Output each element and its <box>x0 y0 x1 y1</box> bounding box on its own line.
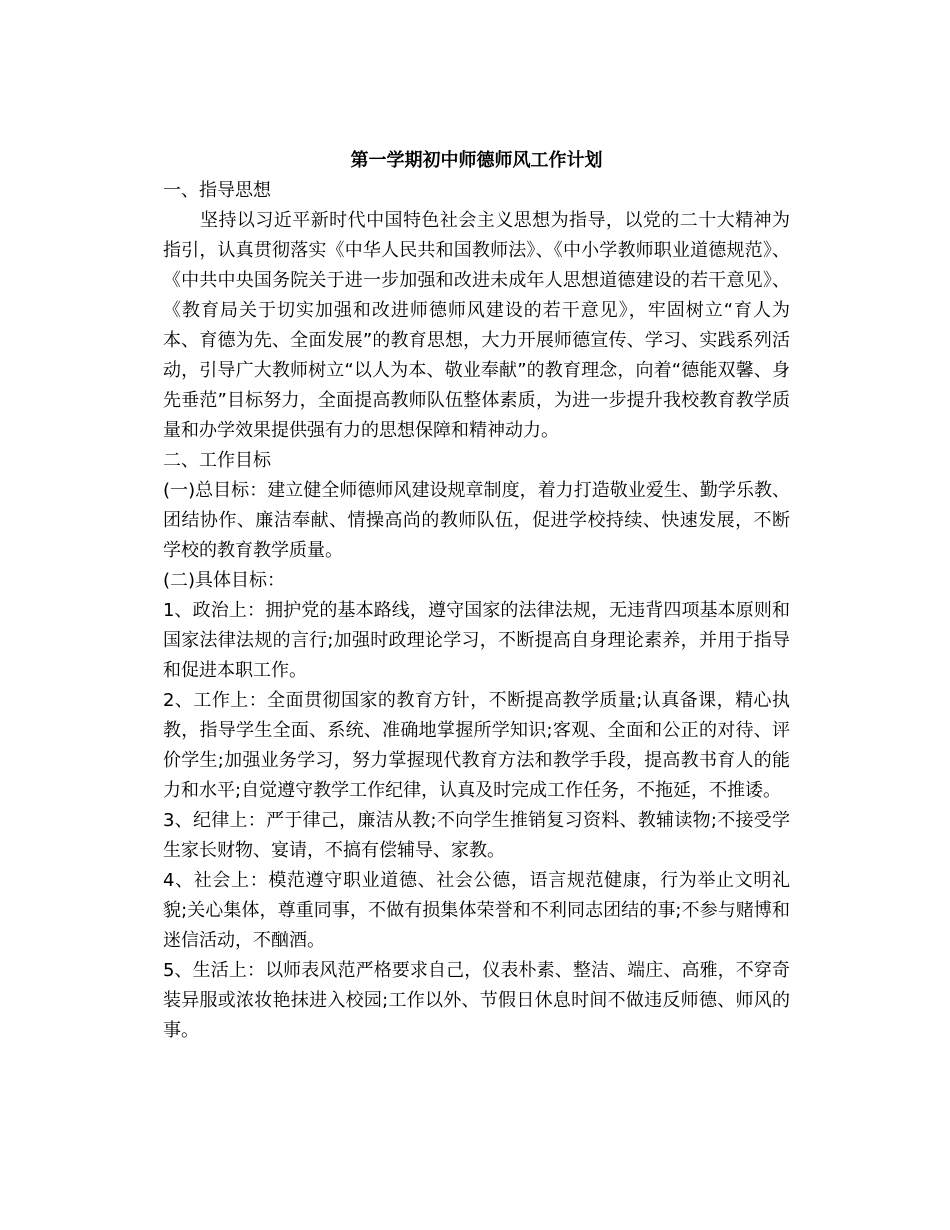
document-page <box>163 148 790 1046</box>
list-item-society: 4、社会上：模范遵守职业道德、社会公德，语言规范健康，行为举止文明礼貌;关心集体，尊重同事，不做有损集体荣誉和不利同志团结的事;不参与赌博和迷信活动，不酗酒。 <box>163 870 790 951</box>
list-item-discipline: 3、纪律上：严于律己，廉洁从教;不向学生推销复习资料、教辅读物;不接受学生家长财物、宴请，不搞有偿辅导、家教。 <box>163 810 790 861</box>
section-heading-guiding-thought: 一、指导思想 <box>163 180 271 201</box>
specific-goals-heading: (二)具体目标： <box>163 570 286 591</box>
overall-goal-paragraph: (一)总目标：建立健全师德师风建设规章制度，着力打造敬业爱生、勤学乐教、团结协作、廉洁奉献、情操高尚的教师队伍，促进学校持续、快速发展，不断学校的教育教学质量。 <box>163 480 790 561</box>
document-title: 第一学期初中师德师风工作计划 <box>350 150 603 171</box>
list-item-life: 5、生活上：以师表风范严格要求自己，仪表朴素、整洁、端庄、高雅，不穿奇装异服或浓妆艳抹进入校园;工作以外、节假日休息时间不做违反师德、师风的事。 <box>163 960 790 1041</box>
section-heading-work-goals: 二、工作目标 <box>163 450 271 471</box>
list-item-work: 2、工作上：全面贯彻国家的教育方针，不断提高教学质量;认真备课，精心执教，指导学生全面、系统、准确地掌握所学知识;客观、全面和公正的对待、评价学生;加强业务学习，努力掌握现代教育方法和教学手段，提高教书育人的能力和水平;自觉遵守教学工作纪律，认真及时完成工作任务，不拖延，不推诿。 <box>163 690 790 801</box>
list-item-politics: 1、政治上：拥护党的基本路线，遵守国家的法律法规，无违背四项基本原则和国家法律法规的言行;加强时政理论学习，不断提高自身理论素养，并用于指导和促进本职工作。 <box>163 600 790 681</box>
guiding-thought-paragraph: 坚持以习近平新时代中国特色社会主义思想为指导，以党的二十大精神为指引，认真贯彻落实《中华人民共和国教师法》、《中小学教师职业道德规范》、《中共中央国务院关于进一步加强和改进未成年人思想道德建设的若干意见》、《教育局关于切实加强和改进师德师风建设的若干意见》，牢固树立“育人为本、育德为先、全面发展”的教育思想，大力开展师德宣传、学习、实践系列活动，引导广大教师树立“以人为本、敬业奉献”的教育理念，向着“德能双馨、身先垂范”目标努力，全面提高教师队伍整体素质，为进一步提升我校教育教学质量和办学效果提供强有力的思想保障和精神动力。 <box>163 210 790 441</box>
